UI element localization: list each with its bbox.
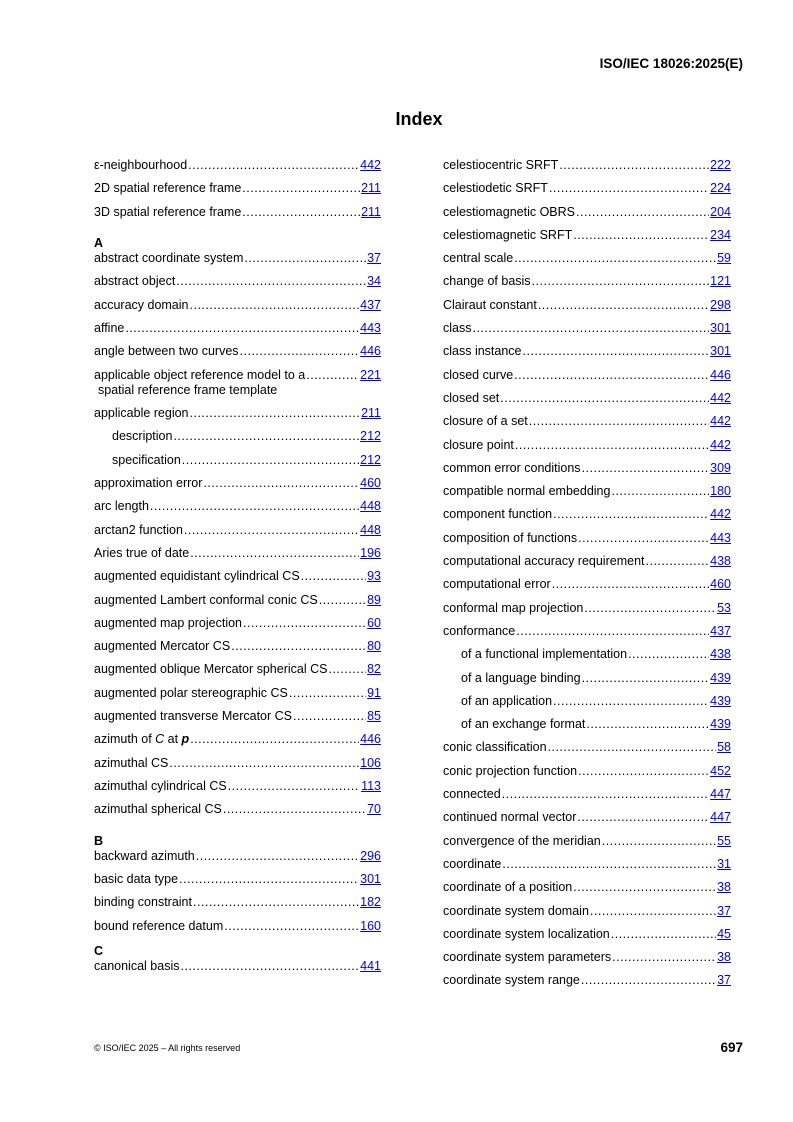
index-entry xyxy=(94,593,381,616)
index-term: conformal map projection xyxy=(443,600,584,615)
dot-leader xyxy=(176,274,366,289)
index-term: celestiocentric SRFT xyxy=(443,158,559,172)
dot-leader xyxy=(576,205,709,220)
index-entry xyxy=(94,872,381,895)
index-entry xyxy=(443,344,731,367)
index-entry xyxy=(443,298,731,321)
index-term-part: azimuth of xyxy=(94,732,156,747)
index-term: arc length xyxy=(94,499,149,514)
index-subentry xyxy=(443,671,731,694)
page-link[interactable]: 212 xyxy=(360,429,381,444)
index-term: description xyxy=(112,429,173,444)
page-link[interactable]: 234 xyxy=(710,227,731,242)
page-link[interactable]: 59 xyxy=(717,251,731,266)
page-link[interactable]: 439 xyxy=(710,717,731,732)
dot-leader xyxy=(502,857,716,872)
copyright-footer: © ISO/IEC 2025 – All rights reserved xyxy=(94,1043,241,1053)
page-link[interactable]: 224 xyxy=(710,181,731,196)
page-link[interactable]: 113 xyxy=(361,778,381,793)
page-link[interactable]: 204 xyxy=(710,204,731,219)
page-link[interactable]: 452 xyxy=(710,763,731,778)
index-entry xyxy=(443,764,731,787)
index-term: computational error xyxy=(443,577,551,592)
index-term: coordinate system localization xyxy=(443,926,610,941)
dot-leader xyxy=(553,694,709,709)
index-entry xyxy=(443,414,731,437)
index-term: azimuthal CS xyxy=(94,755,169,770)
index-term: convergence of the meridian xyxy=(443,833,601,848)
dot-leader xyxy=(125,321,359,336)
index-term: closed curve xyxy=(443,367,514,382)
dot-leader xyxy=(173,429,359,444)
index-term: abstract object xyxy=(94,274,176,289)
index-subentry xyxy=(443,717,731,740)
dot-leader xyxy=(538,298,709,313)
index-term: binding constraint xyxy=(94,895,192,910)
dot-leader xyxy=(612,950,716,965)
index-term: connected xyxy=(443,787,501,802)
page-link[interactable]: 309 xyxy=(710,460,731,475)
page-number: 697 xyxy=(720,1040,743,1055)
page-link[interactable]: 448 xyxy=(360,522,381,537)
page-link[interactable]: 443 xyxy=(710,530,731,545)
dot-leader xyxy=(203,476,359,491)
page-link[interactable]: 442 xyxy=(710,437,731,452)
dot-leader xyxy=(328,662,366,677)
index-term: 3D spatial reference frame xyxy=(94,204,242,219)
index-entry xyxy=(443,927,731,950)
index-section-letter: C xyxy=(94,944,104,958)
dot-leader xyxy=(573,228,709,243)
index-term: augmented polar stereographic CS xyxy=(94,685,288,700)
dot-leader xyxy=(582,671,710,686)
index-term: augmented Lambert conformal conic CS xyxy=(94,592,318,607)
index-term xyxy=(94,732,189,747)
index-entry xyxy=(94,476,381,499)
index-term: closure point xyxy=(443,437,514,452)
page-link[interactable]: 301 xyxy=(710,321,731,336)
page-link[interactable]: 439 xyxy=(710,670,731,685)
index-term: augmented Mercator CS xyxy=(94,639,231,654)
index-term: of a functional implementation xyxy=(461,647,628,662)
index-term: azimuthal spherical CS xyxy=(94,802,222,817)
index-term: celestiodetic SRFT xyxy=(443,181,548,196)
index-entry xyxy=(443,251,731,274)
index-term: of a language binding xyxy=(461,670,581,685)
index-entry xyxy=(443,391,731,414)
dot-leader xyxy=(523,344,710,359)
page-link[interactable]: 446 xyxy=(710,367,731,382)
dot-leader xyxy=(582,461,710,476)
index-term-symbol: p xyxy=(181,732,190,747)
dot-leader xyxy=(515,438,709,453)
index-term: bound reference datum xyxy=(94,918,224,933)
index-entry xyxy=(94,639,381,662)
index-term: basic data type xyxy=(94,872,179,887)
index-term: compatible normal embedding xyxy=(443,484,611,499)
page-link[interactable]: 438 xyxy=(710,647,731,662)
page-link[interactable]: 82 xyxy=(367,662,381,677)
dot-leader xyxy=(552,577,709,592)
dot-leader xyxy=(514,251,716,266)
index-term: conic projection function xyxy=(443,763,578,778)
dot-leader xyxy=(184,523,359,538)
index-entry xyxy=(94,368,381,407)
dot-leader xyxy=(319,593,366,608)
index-term-line: applicable object reference model to a xyxy=(94,367,306,382)
dot-leader xyxy=(196,849,359,864)
index-term: composition of functions xyxy=(443,530,578,545)
index-entry xyxy=(443,973,731,996)
dot-leader xyxy=(190,298,360,313)
index-term-part: at xyxy=(164,732,182,747)
index-term: coordinate system parameters xyxy=(443,950,612,965)
page-link[interactable]: 37 xyxy=(367,251,381,266)
index-entry xyxy=(94,919,381,942)
index-term: coordinate system range xyxy=(443,973,580,988)
index-term: computational accuracy requirement xyxy=(443,554,645,569)
page-link[interactable]: 296 xyxy=(360,848,381,863)
dot-leader xyxy=(611,484,709,499)
page-link[interactable]: 437 xyxy=(710,623,731,638)
index-entry xyxy=(94,709,381,732)
page-link[interactable]: 45 xyxy=(717,926,731,941)
index-entry xyxy=(94,298,381,321)
page-link[interactable]: 180 xyxy=(710,484,731,499)
dot-leader xyxy=(240,344,360,359)
index-entry xyxy=(94,959,381,982)
page-link[interactable]: 438 xyxy=(710,554,731,569)
page-link[interactable]: 301 xyxy=(710,344,731,359)
index-entry xyxy=(94,802,381,825)
index-term: affine xyxy=(94,321,125,336)
index-term: coordinate xyxy=(443,856,502,871)
dot-leader xyxy=(190,732,359,747)
dot-leader xyxy=(190,406,361,421)
index-term: component function xyxy=(443,507,553,522)
page-link[interactable]: 80 xyxy=(367,639,381,654)
dot-leader xyxy=(532,274,710,289)
index-term-line: spatial reference frame template xyxy=(98,382,278,397)
page-link[interactable]: 442 xyxy=(710,414,731,429)
index-term: 2D spatial reference frame xyxy=(94,181,242,196)
index-term: ε-neighbourhood xyxy=(94,158,188,172)
index-entry xyxy=(94,895,381,918)
index-entry xyxy=(443,181,731,204)
index-term-symbol: C xyxy=(155,732,165,747)
index-entry xyxy=(443,438,731,461)
index-entry xyxy=(443,368,731,391)
dot-leader xyxy=(182,453,359,468)
dot-leader xyxy=(578,531,709,546)
page-link[interactable]: 439 xyxy=(710,693,731,708)
index-term: of an application xyxy=(461,693,553,708)
index-term: continued normal vector xyxy=(443,810,577,825)
dot-leader xyxy=(244,251,366,266)
index-term: common error conditions xyxy=(443,460,581,475)
index-term: coordinate system domain xyxy=(443,903,589,918)
index-column-left xyxy=(94,158,381,982)
index-entry xyxy=(443,904,731,927)
index-entry xyxy=(443,740,731,763)
index-term: central scale xyxy=(443,251,514,266)
index-column-right xyxy=(443,158,731,997)
index-term: celestiomagnetic SRFT xyxy=(443,227,573,242)
page-link[interactable]: 160 xyxy=(360,918,381,933)
index-subentry xyxy=(94,429,381,452)
index-entry xyxy=(443,274,731,297)
index-term: specification xyxy=(112,452,181,467)
page-link[interactable]: 37 xyxy=(717,903,731,918)
dot-leader xyxy=(242,181,360,196)
dot-leader xyxy=(573,880,716,895)
dot-leader xyxy=(224,919,359,934)
index-entry xyxy=(94,686,381,709)
page-title: Index xyxy=(395,109,443,129)
index-entry xyxy=(94,321,381,344)
page-link[interactable]: 447 xyxy=(710,810,731,825)
index-entry xyxy=(443,531,731,554)
index-term: change of basis xyxy=(443,274,531,289)
page-link[interactable]: 196 xyxy=(360,545,381,560)
index-entry xyxy=(94,499,381,522)
page-link[interactable]: 34 xyxy=(367,274,381,289)
page-link[interactable]: 211 xyxy=(361,204,381,219)
index-term: conic classification xyxy=(443,740,547,755)
index-entry xyxy=(94,181,381,204)
index-term: approximation error xyxy=(94,476,203,491)
dot-leader xyxy=(553,507,709,522)
index-entry xyxy=(443,601,731,624)
index-entry xyxy=(94,756,381,779)
page-link[interactable]: 446 xyxy=(360,732,381,747)
page-link[interactable]: 85 xyxy=(367,709,381,724)
dot-leader xyxy=(472,321,709,336)
index-term: closure of a set xyxy=(443,414,528,429)
page-link[interactable]: 31 xyxy=(717,856,731,871)
page-link[interactable]: 447 xyxy=(710,787,731,802)
dot-leader xyxy=(169,756,359,771)
dot-leader xyxy=(611,927,716,942)
index-entry xyxy=(94,205,381,228)
index-term: augmented oblique Mercator spherical CS xyxy=(94,662,328,677)
dot-leader xyxy=(289,686,366,701)
page-link[interactable]: 53 xyxy=(717,600,731,615)
dot-leader xyxy=(188,158,359,173)
index-entry xyxy=(443,857,731,880)
index-entry xyxy=(443,787,731,810)
index-entry xyxy=(94,662,381,685)
page-link[interactable]: 37 xyxy=(717,973,731,988)
dot-leader xyxy=(193,895,359,910)
dot-leader xyxy=(242,205,360,220)
dot-leader xyxy=(150,499,359,514)
page-link[interactable]: 221 xyxy=(360,367,381,382)
index-term: arctan2 function xyxy=(94,522,183,537)
page-link[interactable]: 93 xyxy=(367,569,381,584)
index-section-letter: B xyxy=(94,833,104,848)
index-entry xyxy=(94,344,381,367)
index-subentry xyxy=(94,453,381,476)
page-link[interactable]: 211 xyxy=(361,181,381,196)
index-term: conformance xyxy=(443,623,516,638)
index-term: celestiomagnetic OBRS xyxy=(443,204,576,219)
index-term: backward azimuth xyxy=(94,848,195,863)
index-term: augmented map projection xyxy=(94,615,243,630)
index-term xyxy=(94,368,305,398)
page-link[interactable]: 58 xyxy=(717,740,731,755)
page-link[interactable]: 212 xyxy=(360,452,381,467)
dot-leader xyxy=(190,546,359,561)
page-link[interactable]: 91 xyxy=(367,685,381,700)
index-term: of an exchange format xyxy=(461,717,586,732)
index-entry xyxy=(443,880,731,903)
dot-leader xyxy=(577,810,709,825)
dot-leader xyxy=(301,569,366,584)
page-link[interactable]: 89 xyxy=(367,592,381,607)
page-link[interactable]: 442 xyxy=(360,158,381,172)
page-link[interactable]: 448 xyxy=(360,499,381,514)
dot-leader xyxy=(559,158,709,173)
index-subentry xyxy=(443,694,731,717)
index-entry xyxy=(443,228,731,251)
dot-leader xyxy=(306,368,359,383)
dot-leader xyxy=(586,717,709,732)
index-entry xyxy=(94,251,381,274)
page-link[interactable]: 443 xyxy=(360,321,381,336)
index-entry xyxy=(443,554,731,577)
index-entry xyxy=(443,834,731,857)
dot-leader xyxy=(223,802,366,817)
dot-leader xyxy=(514,368,709,383)
page-link[interactable]: 460 xyxy=(710,577,731,592)
page-link[interactable]: 301 xyxy=(360,872,381,887)
page-link[interactable]: 55 xyxy=(717,833,731,848)
dot-leader xyxy=(646,554,710,569)
page-link[interactable]: 460 xyxy=(360,476,381,491)
index-entry xyxy=(94,779,381,802)
dot-leader xyxy=(502,787,709,802)
page-link[interactable]: 441 xyxy=(360,959,381,973)
page-link[interactable]: 38 xyxy=(717,950,731,965)
index-entry xyxy=(94,616,381,639)
index-term: closed set xyxy=(443,390,500,405)
index-entry xyxy=(443,321,731,344)
page-link[interactable]: 298 xyxy=(710,297,731,312)
index-term: applicable region xyxy=(94,406,189,421)
index-entry xyxy=(94,732,381,755)
dot-leader xyxy=(549,181,709,196)
index-term: augmented transverse Mercator CS xyxy=(94,709,293,724)
index-entry xyxy=(94,569,381,592)
index-entry xyxy=(443,577,731,600)
page-link[interactable]: 38 xyxy=(717,880,731,895)
index-entry xyxy=(443,158,731,181)
index-entry xyxy=(443,461,731,484)
index-term: canonical basis xyxy=(94,959,180,973)
index-term: azimuthal cylindrical CS xyxy=(94,778,227,793)
page-link[interactable]: 106 xyxy=(360,755,381,770)
page-link[interactable]: 222 xyxy=(710,158,731,172)
document-id: ISO/IEC 18026:2025(E) xyxy=(599,56,743,71)
page-link[interactable]: 70 xyxy=(367,802,381,817)
page-link[interactable]: 121 xyxy=(710,274,731,289)
page-link[interactable]: 446 xyxy=(360,344,381,359)
index-entry xyxy=(443,810,731,833)
dot-leader xyxy=(243,616,366,631)
page-link[interactable]: 442 xyxy=(710,507,731,522)
index-term: Clairaut constant xyxy=(443,297,537,312)
dot-leader xyxy=(293,709,366,724)
dot-leader xyxy=(628,647,709,662)
index-entry xyxy=(443,624,731,647)
dot-leader xyxy=(529,414,709,429)
index-term: angle between two curves xyxy=(94,344,239,359)
index-term: coordinate of a position xyxy=(443,880,573,895)
index-term: abstract coordinate system xyxy=(94,251,244,266)
index-entry xyxy=(443,484,731,507)
dot-leader xyxy=(500,391,709,406)
dot-leader xyxy=(516,624,709,639)
index-entry xyxy=(94,546,381,569)
dot-leader xyxy=(590,904,716,919)
dot-leader xyxy=(578,764,709,779)
index-section-letter: A xyxy=(94,236,104,251)
index-term: accuracy domain xyxy=(94,297,189,312)
index-entry xyxy=(443,507,731,530)
dot-leader xyxy=(581,973,716,988)
index-entry xyxy=(443,950,731,973)
page-link[interactable]: 182 xyxy=(360,895,381,910)
index-term: class xyxy=(443,321,472,336)
index-entry xyxy=(94,523,381,546)
page-link[interactable]: 442 xyxy=(710,390,731,405)
dot-leader xyxy=(548,740,717,755)
dot-leader xyxy=(180,959,359,974)
index-term: Aries true of date xyxy=(94,545,190,560)
index-term: class instance xyxy=(443,344,522,359)
index-entry xyxy=(443,205,731,228)
index-entry xyxy=(94,158,381,181)
index-entry xyxy=(94,406,381,429)
index-term: augmented equidistant cylindrical CS xyxy=(94,569,300,584)
page-link[interactable]: 211 xyxy=(361,406,381,421)
dot-leader xyxy=(231,639,366,654)
page-link[interactable]: 60 xyxy=(367,615,381,630)
index-entry xyxy=(94,274,381,297)
index-entry xyxy=(94,849,381,872)
dot-leader xyxy=(602,834,716,849)
index-subentry xyxy=(443,647,731,670)
dot-leader xyxy=(584,601,716,616)
dot-leader xyxy=(228,779,360,794)
dot-leader xyxy=(179,872,359,887)
page-link[interactable]: 437 xyxy=(360,297,381,312)
